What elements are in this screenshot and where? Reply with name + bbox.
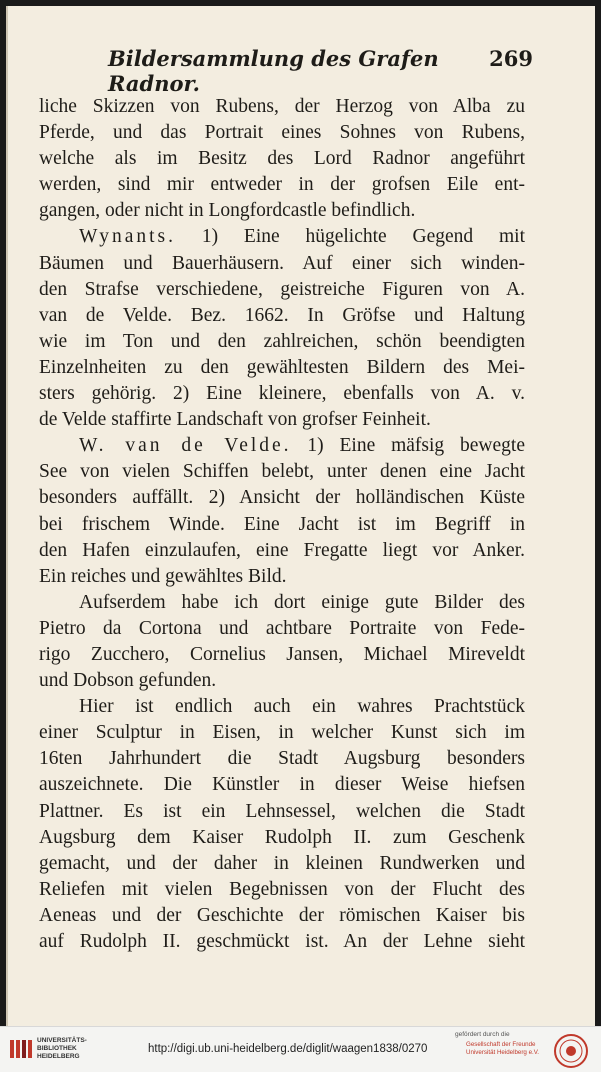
artist-name-van-de-velde: W. van de Velde. [79, 435, 292, 457]
library-name [37, 1037, 87, 1061]
text-line: 16ten Jahrhundert die Stadt Augsburg besonders [39, 748, 525, 770]
text-line: besonders auffällt. 2) Ansicht der holländischen Küste [39, 487, 525, 509]
society-name-line: Universität Heidelberg e.V. [466, 1049, 540, 1056]
society-seal-icon [553, 1033, 589, 1069]
text-line: Pietro da Cortona und achtbare Portraite von Fede- [39, 617, 525, 639]
library-name-line: UNIVERSITÄTS- [37, 1037, 87, 1044]
permalink-url[interactable]: http://digi.ub.uni-heidelberg.de/diglit/waagen1838/0270 [148, 1043, 428, 1055]
text-line: de Velde staffirte Landschaft von grofser Feinheit. [39, 409, 431, 431]
text-line: liche Skizzen von Rubens, der Herzog von Alba zu [39, 96, 525, 117]
text-line: Einzelnheiten zu den gewähltesten Bildern des Mei- [39, 356, 525, 378]
text-line: werden, sind mir entweder in der grofsen Eile ent- [39, 174, 525, 196]
text-line: Aufserdem habe ich dort einige gute Bilder des [79, 591, 525, 613]
text-line: Ein reiches und gewähltes Bild. [39, 565, 287, 587]
page-header [108, 46, 533, 96]
artist-name-wynants: Wynants. [79, 226, 177, 248]
scanned-page [6, 6, 595, 1026]
text-line: einer Sculptur in Eisen, in welcher Kunst sich im [39, 722, 525, 744]
running-title: Bildersammlung des Grafen Radnor. [108, 46, 439, 96]
text-line: wie im Ton und den zahlreichen, schön beendigten [39, 330, 525, 352]
text-line: auszeichnete. Die Künstler in dieser Weise hiefsen [39, 774, 525, 796]
digitization-footer [0, 1026, 601, 1072]
text-line: rigo Zucchero, Cornelius Jansen, Michael Mireveldt [39, 643, 525, 665]
text-line: Plattner. Es ist ein Lehnsessel, welchen die Stadt [39, 800, 525, 822]
text-line: van de Velde. Bez. 1662. In Gröfse und Haltung [39, 304, 525, 326]
text-line: Reliefen mit vielen Begebnissen von der Flucht des [39, 878, 525, 900]
text-line: und Dobson gefunden. [39, 670, 217, 692]
text-line [39, 224, 525, 250]
text-line [39, 433, 525, 459]
funded-by-label: gefördert durch die [455, 1031, 510, 1038]
text-fragment: 1) Eine hügelichte Gegend mit [201, 226, 525, 248]
text-line: Aeneas und der Geschichte der römischen Kaiser bis [39, 904, 525, 926]
text-line: Bäumen und Bauerhäusern. Auf einer sich winden- [39, 252, 525, 274]
text-line: See von vielen Schiffen belebt, unter denen eine Jacht [39, 461, 525, 483]
text-line: auf Rudolph II. geschmückt ist. An der Lehne sieht [39, 931, 525, 952]
text-line: Augsburg dem Kaiser Rudolph II. zum Geschenk [39, 826, 525, 848]
text-line: den Strafse verschiedene, geistreiche Figuren von A. [39, 278, 525, 300]
text-line: Hier ist endlich auch ein wahres Prachtstück [79, 696, 525, 718]
society-name-line: Gesellschaft der Freunde [466, 1041, 536, 1048]
text-line: Pferde, und das Portrait eines Sohnes von Rubens, [39, 122, 525, 144]
text-line: sters gehörig. 2) Eine kleinere, ebenfalls von A. v. [39, 383, 525, 405]
text-line: bei frischem Winde. Eine Jacht ist im Begriff in [39, 513, 525, 535]
library-name-line: BIBLIOTHEK [37, 1045, 77, 1052]
page-number: 269 [489, 46, 533, 71]
library-name-line: HEIDELBERG [37, 1053, 80, 1060]
text-fragment: 1) Eine mäfsig bewegte [307, 435, 525, 457]
text-line: den Hafen einzulaufen, eine Fregatte liegt vor Anker. [39, 539, 525, 561]
body-text [39, 94, 525, 955]
university-library-logo-icon [8, 1036, 34, 1062]
text-line: gemacht, und der daher in kleinen Rundwerken und [39, 852, 525, 874]
text-line: welche als im Besitz des Lord Radnor angeführt [39, 148, 525, 170]
text-line: gangen, oder nicht in Longfordcastle befindlich. [39, 200, 416, 222]
society-name [466, 1041, 539, 1057]
